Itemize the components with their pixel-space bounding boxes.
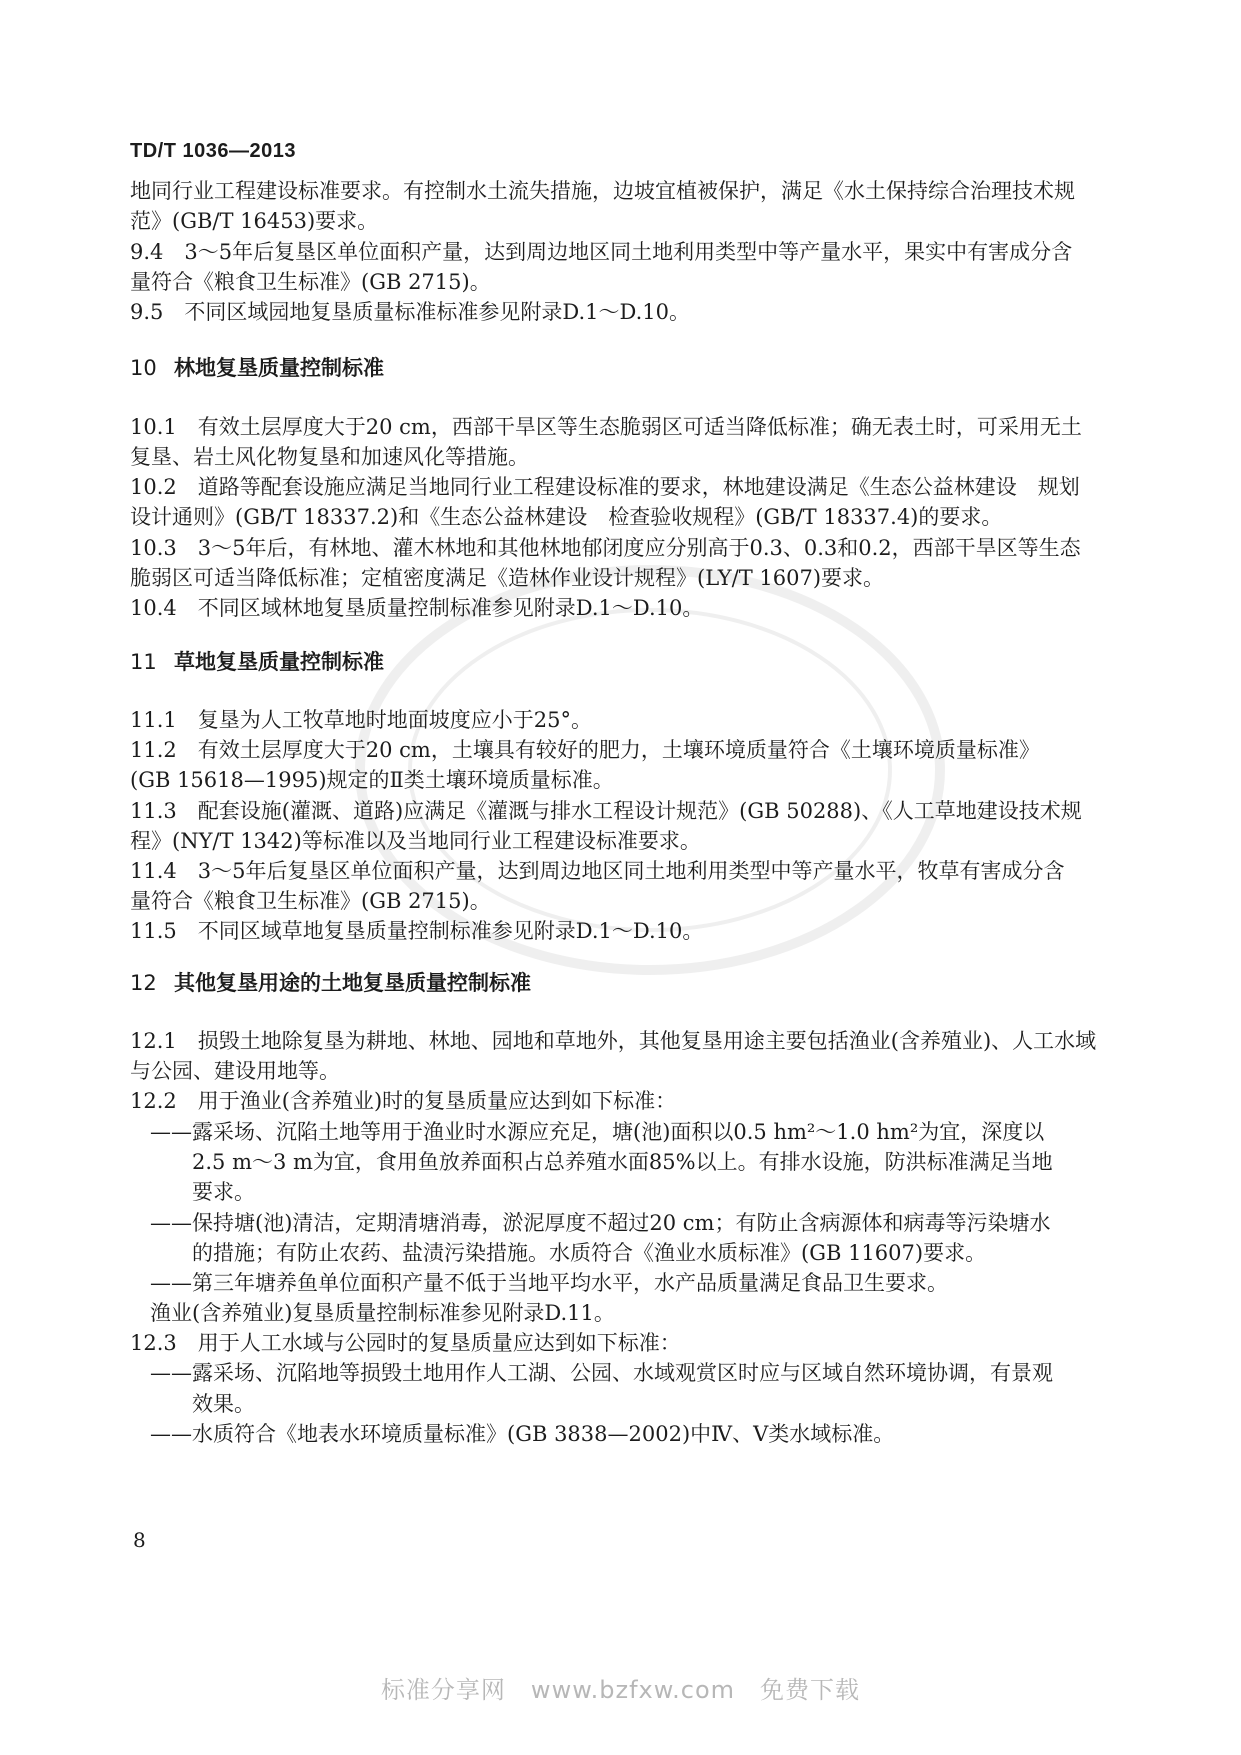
page-number: 8 bbox=[133, 1528, 146, 1552]
list-item-continuation: 的措施；有防止农药、盐渍污染措施。水质符合《渔业水质标准》(GB 11607)要求。 bbox=[192, 1241, 987, 1265]
section-title: 林地复垦质量控制标准 bbox=[174, 356, 384, 380]
list-item: ——第三年塘养鱼单位面积产量不低于当地平均水平，水产品质量满足食品卫生要求。 bbox=[150, 1271, 948, 1295]
list-item: ——露采场、沉陷土地等用于渔业时水源应充足，塘(池)面积以0.5 hm²～1.0 hm²为宜，深度以 bbox=[150, 1120, 1045, 1144]
text-line: 程》(NY/T 1342)等标准以及当地同行业工程建设标准要求。 bbox=[130, 829, 701, 853]
text-line: 范》(GB/T 16453)要求。 bbox=[130, 209, 379, 233]
section-number: 10 bbox=[130, 356, 157, 380]
text-line: 脆弱区可适当降低标准；定植密度满足《造林作业设计规程》(LY/T 1607)要求。 bbox=[130, 566, 885, 590]
list-item-continuation: 要求。 bbox=[192, 1180, 255, 1204]
text-line: 地同行业工程建设标准要求。有控制水土流失措施，边坡宜植被保护，满足《水土保持综合治理技术规 bbox=[130, 179, 1075, 203]
section-title: 其他复垦用途的土地复垦质量控制标准 bbox=[174, 971, 531, 995]
text-line: 11.5 不同区域草地复垦质量控制标准参见附录D.1～D.10。 bbox=[130, 919, 704, 943]
text-line: 10.2 道路等配套设施应满足当地同行业工程建设标准的要求，林地建设满足《生态公益林建设 规划 bbox=[130, 475, 1080, 499]
text-line: 11.1 复垦为人工牧草地时地面坡度应小于25°。 bbox=[130, 708, 592, 732]
section-number: 11 bbox=[130, 650, 157, 674]
list-item-continuation: 效果。 bbox=[192, 1392, 255, 1416]
text-line: 设计通则》(GB/T 18337.2)和《生态公益林建设 检查验收规程》(GB/T 18337.4)的要求。 bbox=[130, 505, 1003, 529]
list-item: ——水质符合《地表水环境质量标准》(GB 3838—2002)中Ⅳ、Ⅴ类水域标准。 bbox=[150, 1422, 895, 1446]
text-line: 复垦、岩土风化物复垦和加速风化等措施。 bbox=[130, 445, 529, 469]
section-number: 12 bbox=[130, 971, 157, 995]
text-line: 渔业(含养殖业)复垦质量控制标准参见附录D.11。 bbox=[150, 1301, 615, 1325]
text-line: 11.3 配套设施(灌溉、道路)应满足《灌溉与排水工程设计规范》(GB 50288)、《人工草地建设技术规 bbox=[130, 799, 1082, 823]
list-item: ——保持塘(池)清洁，定期清塘消毒，淤泥厚度不超过20 cm；有防止含病源体和病毒等污染塘水 bbox=[150, 1211, 1051, 1235]
text-line: 9.4 3～5年后复垦区单位面积产量，达到周边地区同土地利用类型中等产量水平，果实中有害成分含 bbox=[130, 240, 1073, 264]
text-line: 12.1 损毁土地除复垦为耕地、林地、园地和草地外，其他复垦用途主要包括渔业(含养殖业)、人工水域 bbox=[130, 1029, 1097, 1053]
section-heading-11 bbox=[130, 647, 384, 677]
section-heading-12 bbox=[130, 968, 531, 998]
text-line: 11.4 3～5年后复垦区单位面积产量，达到周边地区同土地利用类型中等产量水平，牧草有害成分含 bbox=[130, 859, 1065, 883]
text-line: 9.5 不同区域园地复垦质量标准标准参见附录D.1～D.10。 bbox=[130, 300, 691, 324]
list-item-continuation: 2.5 m～3 m为宜，食用鱼放养面积占总养殖水面85%以上。有排水设施，防洪标准满足当地 bbox=[192, 1150, 1053, 1174]
text-line: 与公园、建设用地等。 bbox=[130, 1059, 340, 1083]
text-line: 12.2 用于渔业(含养殖业)时的复垦质量应达到如下标准： bbox=[130, 1089, 677, 1113]
text-line: 10.3 3～5年后，有林地、灌木林地和其他林地郁闭度应分别高于0.3、0.3和0.2，西部干旱区等生态 bbox=[130, 536, 1081, 560]
text-line: 量符合《粮食卫生标准》(GB 2715)。 bbox=[130, 270, 491, 294]
document-code: TD/T 1036—2013 bbox=[130, 140, 296, 162]
text-line: (GB 15618—1995)规定的Ⅱ类土壤环境质量标准。 bbox=[130, 768, 614, 792]
text-line: 量符合《粮食卫生标准》(GB 2715)。 bbox=[130, 889, 491, 913]
text-line: 11.2 有效土层厚度大于20 cm，土壤具有较好的肥力，土壤环境质量符合《土壤环境质量标准》 bbox=[130, 738, 1040, 762]
footer-watermark-text: 标准分享网 www.bzfxw.com 免费下载 bbox=[380, 1676, 861, 1704]
text-line: 10.4 不同区域林地复垦质量控制标准参见附录D.1～D.10。 bbox=[130, 596, 704, 620]
section-title: 草地复垦质量控制标准 bbox=[174, 650, 384, 674]
section-heading-10 bbox=[130, 353, 384, 383]
text-line: 12.3 用于人工水域与公园时的复垦质量应达到如下标准： bbox=[130, 1331, 681, 1355]
list-item: ——露采场、沉陷地等损毁土地用作人工湖、公园、水域观赏区时应与区域自然环境协调，有景观 bbox=[150, 1361, 1053, 1385]
text-line: 10.1 有效土层厚度大于20 cm，西部干旱区等生态脆弱区可适当降低标准；确无表土时，可采用无土 bbox=[130, 415, 1082, 439]
